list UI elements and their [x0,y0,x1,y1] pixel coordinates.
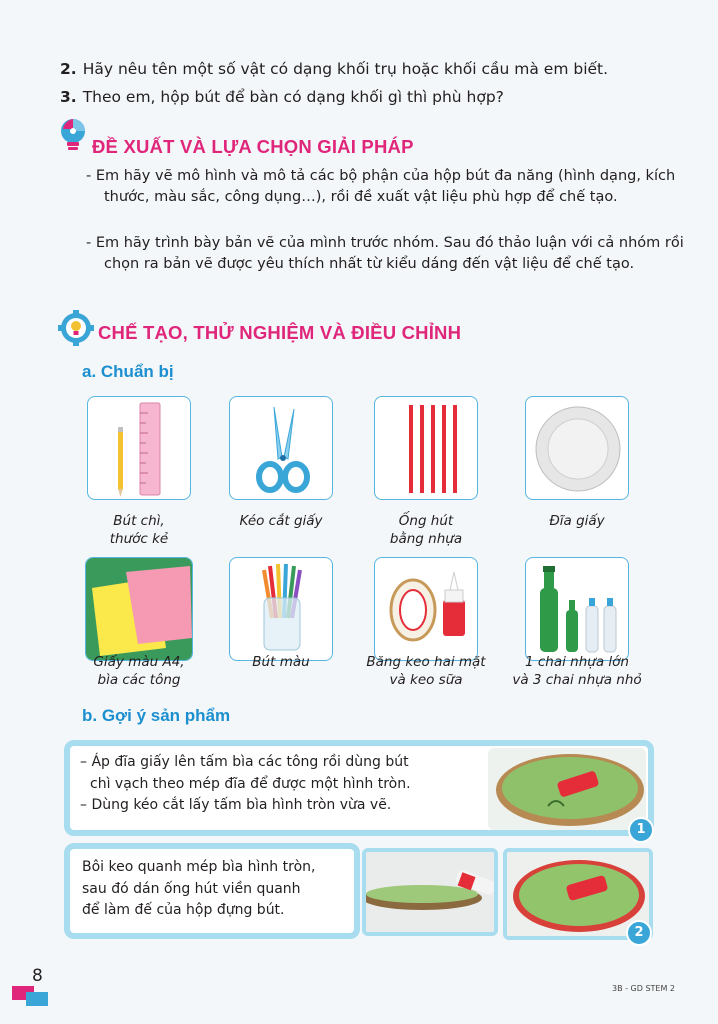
material-card-scissors [229,396,333,500]
question-text: Theo em, hộp bút để bàn có dạng khối gì thì phù hợp? [82,88,504,106]
material-caption: Kéo cắt giấy [239,513,323,529]
question-number: 3. [60,88,77,106]
bullet-item: - Em hãy vẽ mô hình và mô tả các bộ phận của hộp bút đa năng (hình dạng, kích thước, màu sắc, công dụng…), rồi đề xuất vật liệu phù hợp để chế tạo. [86,168,676,205]
lightbulb-puzzle-icon [58,116,88,156]
material-caption: Đĩa giấy [549,513,605,529]
question-number: 2. [60,60,77,78]
step-text-2: Bôi keo quanh mép bìa hình tròn, sau đó dán ống hút viền quanh để làm đế của hộp đựng bút. [82,859,316,918]
section-title-solution: ĐỀ XUẤT VÀ LỰA CHỌN GIẢI PHÁP [92,136,414,157]
material-caption: Giấy màu A4, bìa các tông [93,654,185,688]
material-card-colored-paper [85,557,193,661]
material-caption: 1 chai nhựa lớn và 3 chai nhựa nhỏ [512,654,642,688]
gear-bulb-icon [58,310,94,346]
subheading-suggestion: b. Gợi ý sản phẩm [82,706,231,725]
material-card-straws [374,396,478,500]
material-card-tape-glue [374,557,478,661]
step-photo-1 [488,748,646,830]
question-3 [60,86,504,108]
material-caption: Ống hút bằng nhựa [389,513,463,547]
step-badge: 2 [626,920,652,946]
subheading-prepare: a. Chuẩn bị [82,362,174,381]
question-text: Hãy nêu tên một số vật có dạng khối trụ hoặc khối cầu mà em biết. [82,60,609,78]
material-card-markers [229,557,333,661]
step-text-1: – Áp đĩa giấy lên tấm bìa các tông rồi dùng bút chì vạch theo mép đĩa để được một hình tròn. – Dùng kéo cắt lấy tấm bìa hình tròn vừa vẽ. [80,754,411,813]
material-card-pencil-ruler [87,396,191,500]
material-card-paper-plate [525,396,629,500]
material-caption: Bút màu [252,654,310,670]
step-badge: 1 [628,817,654,843]
step-photo-2a [362,848,498,936]
bullet-item: - Em hãy trình bày bản vẽ của mình trước nhóm. Sau đó thảo luận với cả nhóm rồi chọn ra bản vẽ được yêu thích nhất từ kiểu dáng đến vật liệu để chế tạo. [86,235,684,272]
material-card-bottles [525,557,629,661]
material-caption: Băng keo hai mặt và keo sữa [366,654,486,688]
footer-code: 3B - GD STEM 2 [612,984,676,993]
page-number: 8 [32,966,43,986]
section-title-build: CHẾ TẠO, THỬ NGHIỆM VÀ ĐIỀU CHỈNH [98,322,462,343]
material-caption: Bút chì, thước kẻ [109,513,169,547]
question-2 [60,58,608,80]
